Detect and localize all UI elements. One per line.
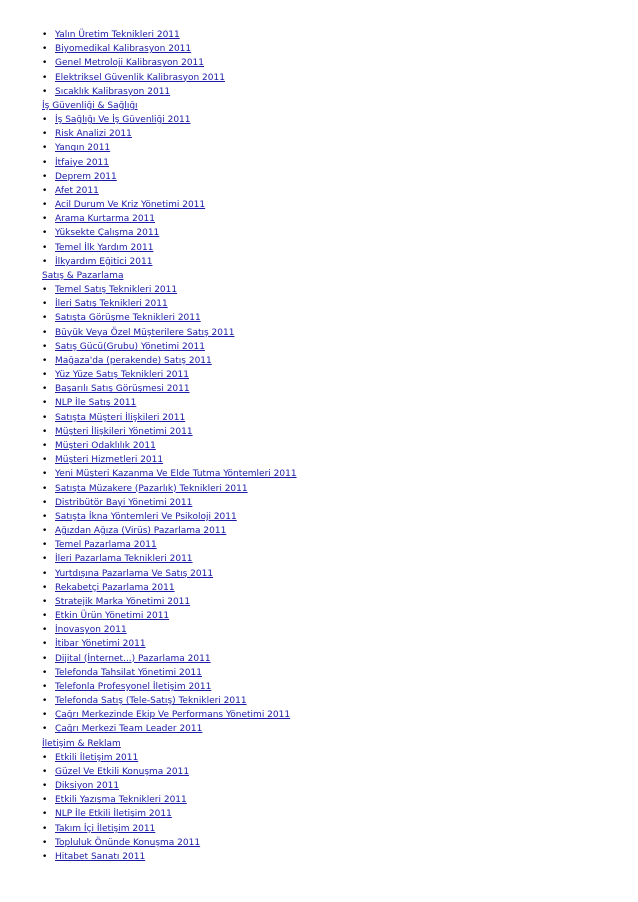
list-item-link[interactable]: Acil Durum Ve Kriz Yönetimi 2011 — [55, 200, 206, 211]
list-item-link[interactable]: Elektriksel Güvenlik Kalibrasyon 2011 — [55, 72, 225, 83]
list-item-link[interactable]: İş Sağlığı Ve İş Güvenliği 2011 — [55, 115, 191, 126]
list-item-link[interactable]: Temel Pazarlama 2011 — [55, 540, 157, 551]
bullet-icon: • — [42, 129, 48, 140]
list-item — [42, 496, 602, 510]
list-item — [42, 850, 602, 864]
list-item-link[interactable]: Müşteri İlişkileri Yönetimi 2011 — [55, 426, 193, 437]
list-item — [42, 170, 602, 184]
list-item — [42, 212, 602, 226]
list-item — [42, 552, 602, 566]
list-item — [42, 779, 602, 793]
bullet-icon: • — [42, 30, 48, 40]
list-item — [42, 311, 602, 325]
list-item-link[interactable]: İnovasyon 2011 — [55, 625, 127, 636]
bullet-icon: • — [42, 639, 48, 650]
list-item — [42, 623, 602, 637]
list-item — [42, 127, 602, 141]
list-item-link[interactable]: Çağrı Merkezinde Ekip Ve Performans Yönetimi 2011 — [55, 710, 291, 721]
list-item-link[interactable]: NLP İle Satış 2011 — [55, 398, 137, 409]
bullet-icon: • — [42, 242, 48, 253]
list-item-link[interactable]: Distribütör Bayi Yönetimi 2011 — [55, 497, 193, 508]
bullet-icon: • — [42, 327, 48, 338]
list-item — [42, 708, 602, 722]
list-item — [42, 694, 602, 708]
list-item-link[interactable]: İtibar Yönetimi 2011 — [55, 639, 146, 650]
list-item — [42, 368, 602, 382]
list-item-link[interactable]: Telefonda Tahsilat Yönetimi 2011 — [55, 667, 202, 678]
bullet-icon: • — [42, 171, 48, 182]
list-item — [42, 453, 602, 467]
list-item — [42, 722, 602, 736]
list-item-link[interactable]: Sıcaklık Kalibrasyon 2011 — [55, 86, 171, 97]
bullet-icon: • — [42, 58, 48, 69]
list-item-link[interactable]: İleri Pazarlama Teknikleri 2011 — [55, 554, 193, 565]
list-item — [42, 156, 602, 170]
list-item — [42, 184, 602, 198]
list-item — [42, 439, 602, 453]
bullet-icon: • — [42, 285, 48, 296]
list-item-link[interactable]: Yüz Yüze Satış Teknikleri 2011 — [55, 370, 189, 381]
bullet-icon: • — [42, 667, 48, 678]
list-item-link[interactable]: Mağaza'da (perakende) Satış 2011 — [55, 355, 212, 366]
list-item-link[interactable]: Risk Analizi 2011 — [55, 129, 132, 140]
bullet-icon: • — [42, 823, 48, 834]
list-item — [42, 85, 602, 99]
bullet-icon: • — [42, 370, 48, 381]
list-item — [42, 467, 602, 481]
list-item-link[interactable]: Yalın Üretim Teknikleri 2011 — [55, 30, 180, 40]
bullet-icon: • — [42, 526, 48, 537]
bullet-icon: • — [42, 497, 48, 508]
list-item-link[interactable]: Arama Kurtarma 2011 — [55, 214, 156, 225]
list-item-link[interactable]: Telefonda Satış (Tele-Satış) Teknikleri 2011 — [55, 696, 247, 707]
list-item-link[interactable]: Satışta Müzakere (Pazarlık) Teknikleri 2011 — [55, 483, 248, 494]
list-item-link[interactable]: Ağızdan Ağıza (Virüs) Pazarlama 2011 — [55, 526, 227, 537]
list-item-link[interactable]: Temel Satış Teknikleri 2011 — [55, 285, 178, 296]
bullet-icon: • — [42, 384, 48, 395]
list-item-link[interactable]: Stratejik Marka Yönetimi 2011 — [55, 596, 191, 607]
list-item-link[interactable]: Yurtdışına Pazarlama Ve Satış 2011 — [55, 568, 214, 579]
bullet-icon: • — [42, 752, 48, 763]
list-item-link[interactable]: Telefonla Profesyonel İletişim 2011 — [55, 681, 212, 692]
bullet-icon: • — [42, 469, 48, 480]
bullet-icon: • — [42, 398, 48, 409]
bullet-icon: • — [42, 157, 48, 168]
bullet-icon: • — [42, 355, 48, 366]
section-heading — [42, 269, 602, 283]
list-item — [42, 326, 602, 340]
bullet-icon: • — [42, 341, 48, 352]
section-heading-link[interactable]: İş Güvenliği & Sağlığı — [42, 100, 138, 111]
list-item — [42, 680, 602, 694]
list-item-link[interactable]: Dijital (İnternet...) Pazarlama 2011 — [55, 653, 211, 664]
list-item — [42, 28, 602, 42]
bullet-icon: • — [42, 72, 48, 83]
list-item — [42, 567, 602, 581]
list-item-link[interactable]: Satışta Müşteri İlişkileri 2011 — [55, 412, 186, 423]
list-item-link[interactable]: Takım İçi İletişim 2011 — [55, 823, 156, 834]
list-item — [42, 255, 602, 269]
bullet-icon: • — [42, 455, 48, 466]
list-item-link[interactable]: Afet 2011 — [55, 185, 99, 196]
list-item — [42, 538, 602, 552]
bullet-icon: • — [42, 440, 48, 451]
list-item — [42, 297, 602, 311]
bullet-icon: • — [42, 568, 48, 579]
list-item-link[interactable]: Müşteri Odaklılık 2011 — [55, 440, 156, 451]
list-item — [42, 581, 602, 595]
bullet-icon: • — [42, 412, 48, 423]
list-item-link[interactable]: Büyük Veya Özel Müşterilere Satış 2011 — [55, 327, 235, 338]
list-item — [42, 340, 602, 354]
bullet-icon: • — [42, 795, 48, 806]
bullet-icon: • — [42, 554, 48, 565]
list-item-link[interactable]: Diksiyon 2011 — [55, 781, 120, 792]
section-heading-link[interactable]: Satış & Pazarlama — [42, 270, 124, 281]
bullet-icon: • — [42, 299, 48, 310]
list-item — [42, 411, 602, 425]
bullet-icon: • — [42, 214, 48, 225]
bullet-icon: • — [42, 313, 48, 324]
list-item-link[interactable]: Etkili İletişim 2011 — [55, 752, 139, 763]
list-item — [42, 283, 602, 297]
list-item — [42, 71, 602, 85]
bullet-icon: • — [42, 781, 48, 792]
section-heading — [42, 737, 602, 751]
list-item — [42, 113, 602, 127]
bullet-icon: • — [42, 426, 48, 437]
bullet-icon: • — [42, 115, 48, 126]
list-item — [42, 482, 602, 496]
section-heading-link[interactable]: İletişim & Reklam — [42, 738, 121, 749]
list-item — [42, 241, 602, 255]
list-item-link[interactable]: Müşteri Hizmetleri 2011 — [55, 455, 164, 466]
list-item — [42, 42, 602, 56]
list-item — [42, 793, 602, 807]
list-item-link[interactable]: İleri Satış Teknikleri 2011 — [55, 299, 168, 310]
list-item — [42, 354, 602, 368]
list-item — [42, 226, 602, 240]
list-item-link[interactable]: Biyomedikal Kalibrasyon 2011 — [55, 44, 192, 55]
bullet-icon: • — [42, 582, 48, 593]
bullet-icon: • — [42, 696, 48, 707]
bullet-icon: • — [42, 596, 48, 607]
list-item-link[interactable]: Yüksekte Çalışma 2011 — [55, 228, 160, 239]
bullet-icon: • — [42, 851, 48, 862]
bullet-icon: • — [42, 86, 48, 97]
list-item — [42, 595, 602, 609]
list-item-link[interactable]: Etkili Yazışma Teknikleri 2011 — [55, 795, 187, 806]
list-item-link[interactable]: Temel İlk Yardım 2011 — [55, 242, 154, 253]
bullet-icon: • — [42, 724, 48, 735]
bullet-icon: • — [42, 540, 48, 551]
bullet-icon: • — [42, 625, 48, 636]
bullet-icon: • — [42, 256, 48, 267]
list-item — [42, 510, 602, 524]
list-item-link[interactable]: Satış Gücü(Grubu) Yönetimi 2011 — [55, 341, 205, 352]
list-item — [42, 56, 602, 70]
list-item-link[interactable]: Başarılı Satış Görüşmesi 2011 — [55, 384, 190, 395]
list-item-link[interactable]: NLP İle Etkili İletişim 2011 — [55, 809, 172, 820]
section-heading — [42, 99, 602, 113]
list-item-link[interactable]: Etkin Ürün Yönetimi 2011 — [55, 611, 170, 622]
list-item-link[interactable]: Rekabetçi Pazarlama 2011 — [55, 582, 175, 593]
list-item-link[interactable]: Satışta İkna Yöntemleri Ve Psikoloji 2011 — [55, 511, 237, 522]
list-item-link[interactable]: Yeni Müşteri Kazanma Ve Elde Tutma Yöntemleri 2011 — [55, 469, 297, 480]
list-item — [42, 425, 602, 439]
list-item-link[interactable]: Çağrı Merkezi Team Leader 2011 — [55, 724, 203, 735]
bullet-icon: • — [42, 710, 48, 721]
list-item — [42, 666, 602, 680]
bullet-icon: • — [42, 143, 48, 154]
bullet-icon: • — [42, 809, 48, 820]
list-item-link[interactable]: İlkyardım Eğitici 2011 — [55, 256, 153, 267]
bullet-icon: • — [42, 483, 48, 494]
bullet-icon: • — [42, 653, 48, 664]
list-item — [42, 198, 602, 212]
bullet-icon: • — [42, 681, 48, 692]
list-item-link[interactable]: İtfaiye 2011 — [55, 157, 109, 168]
document-list — [42, 28, 602, 864]
list-item — [42, 836, 602, 850]
list-item-link[interactable]: Satışta Görüşme Teknikleri 2011 — [55, 313, 201, 324]
bullet-icon: • — [42, 837, 48, 848]
list-item-link[interactable]: Deprem 2011 — [55, 171, 117, 182]
list-item — [42, 765, 602, 779]
list-item-link[interactable]: Topluluk Önünde Konuşma 2011 — [55, 837, 201, 848]
bullet-icon: • — [42, 611, 48, 622]
list-item — [42, 396, 602, 410]
bullet-icon: • — [42, 511, 48, 522]
list-item — [42, 652, 602, 666]
list-item-link[interactable]: Genel Metroloji Kalibrasyon 2011 — [55, 58, 205, 69]
list-item — [42, 751, 602, 765]
bullet-icon: • — [42, 200, 48, 211]
list-item-link[interactable]: Güzel Ve Etkili Konuşma 2011 — [55, 766, 190, 777]
list-item — [42, 524, 602, 538]
list-item — [42, 807, 602, 821]
bullet-icon: • — [42, 766, 48, 777]
bullet-icon: • — [42, 44, 48, 55]
list-item — [42, 609, 602, 623]
list-item — [42, 637, 602, 651]
list-item — [42, 822, 602, 836]
list-item — [42, 382, 602, 396]
bullet-icon: • — [42, 185, 48, 196]
bullet-icon: • — [42, 228, 48, 239]
list-item-link[interactable]: Hitabet Sanatı 2011 — [55, 851, 146, 862]
list-item-link[interactable]: Yangın 2011 — [55, 143, 111, 154]
list-item — [42, 141, 602, 155]
